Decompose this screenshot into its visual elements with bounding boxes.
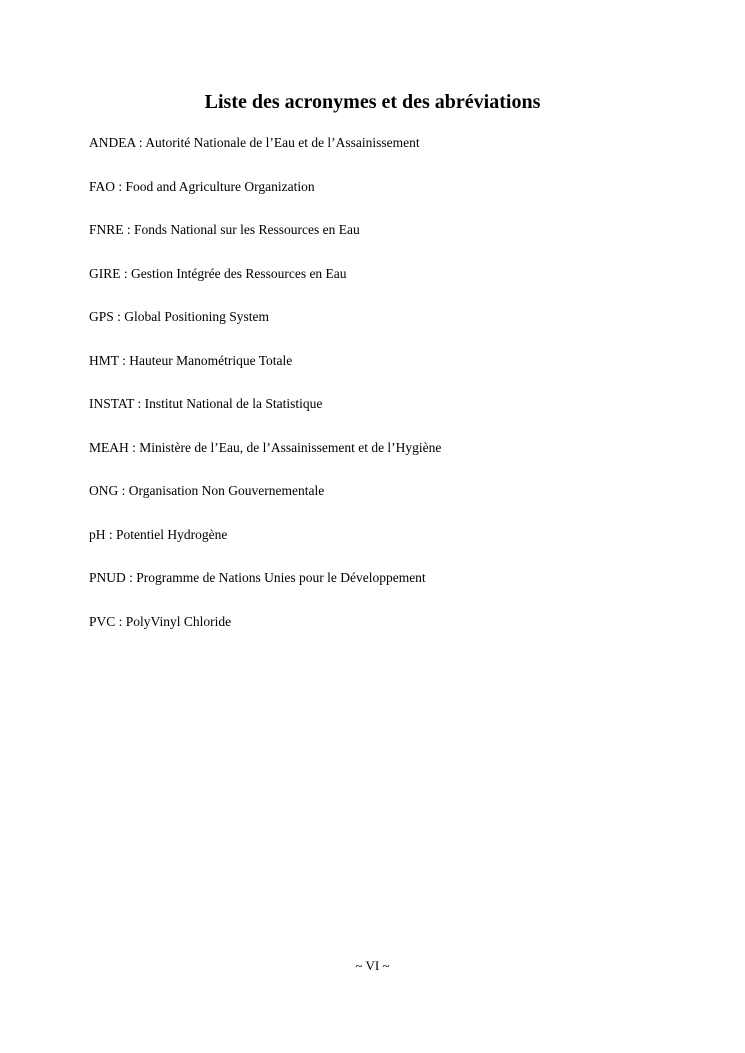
acronym-entry-meah: MEAH : Ministère de l’Eau, de l’Assainissement et de l’Hygiène	[89, 439, 442, 455]
acronym-entry-gps: GPS : Global Positioning System	[89, 309, 270, 324]
acronym-entry-ph: pH : Potentiel Hydrogène	[89, 526, 228, 542]
acronym-entry-instat: INSTAT : Institut National de la Statistique	[89, 396, 323, 411]
acronym-entry-ong: ONG : Organisation Non Gouvernementale	[89, 483, 325, 498]
acronym-entry-andea: ANDEA : Autorité Nationale de l’Eau et de l’Assainissement	[89, 135, 420, 150]
acronym-entry-pnud: PNUD : Programme de Nations Unies pour le Développement	[89, 570, 426, 585]
page-title: Liste des acronymes et des abréviations	[204, 91, 541, 113]
page-number: ~ VI ~	[355, 958, 390, 973]
acronym-entry-hmt: HMT : Hauteur Manométrique Totale	[89, 352, 293, 368]
acronym-entry-fao: FAO : Food and Agriculture Organization	[89, 178, 315, 194]
acronym-entry-fnre: FNRE : Fonds National sur les Ressources en Eau	[89, 222, 360, 237]
acronym-list	[89, 133, 441, 655]
acronym-entry-pvc: PVC : PolyVinyl Chloride	[89, 613, 232, 629]
acronym-entry-gire: GIRE : Gestion Intégrée des Ressources en Eau	[89, 265, 347, 281]
